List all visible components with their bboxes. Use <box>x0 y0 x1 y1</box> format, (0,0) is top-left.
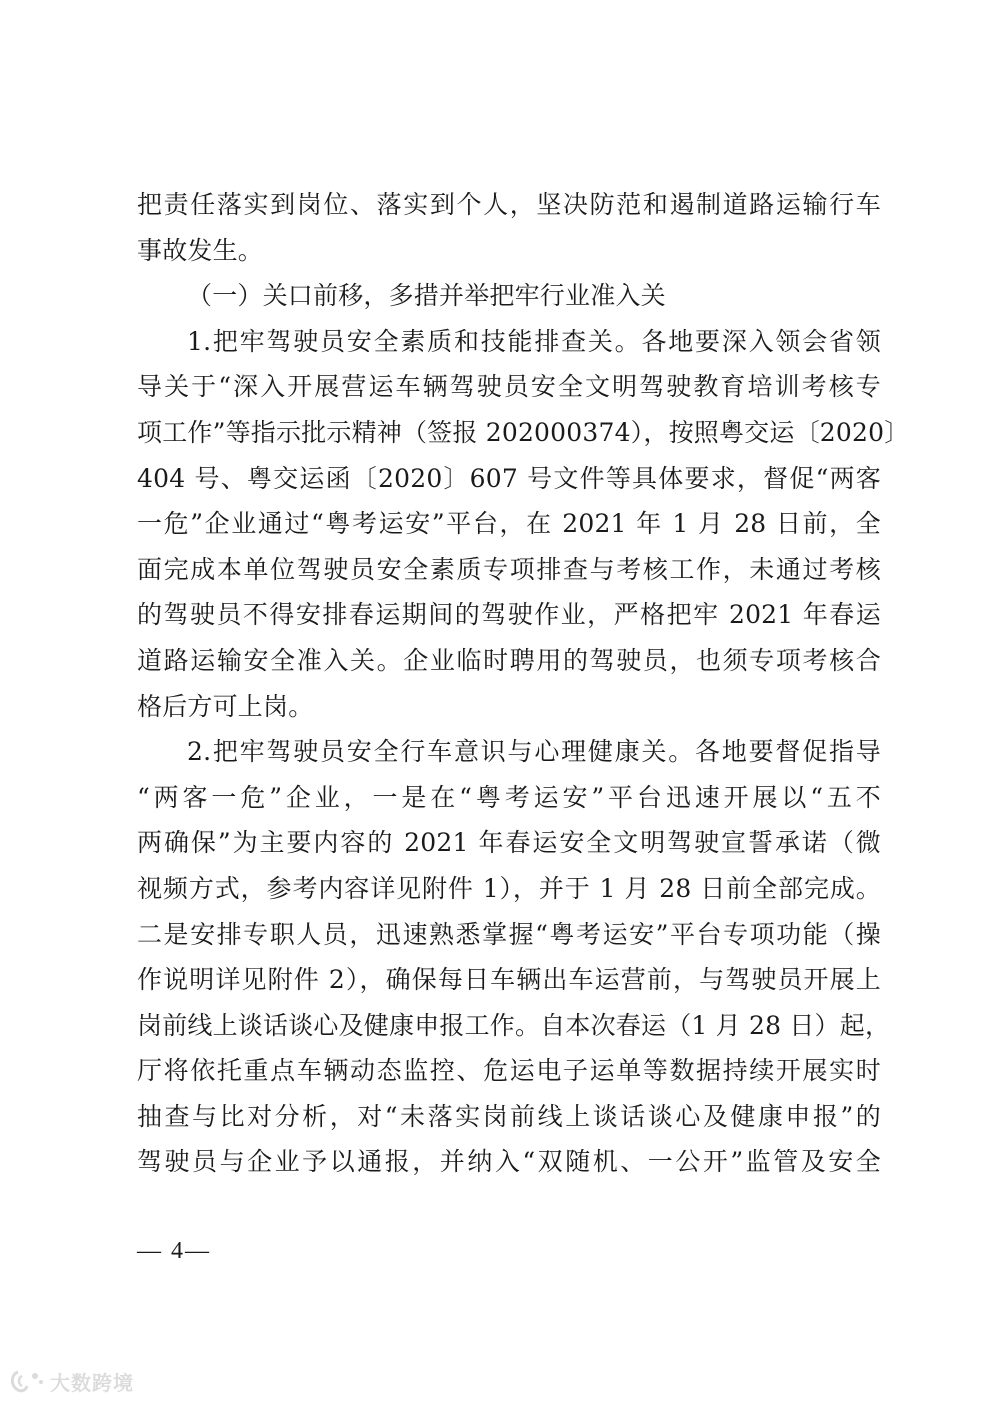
text-line: 404 号、粤交运函〔2020〕607 号文件等具体要求，督促“两客 <box>137 463 881 493</box>
document-body <box>137 182 910 1185</box>
text-line: 二是安排专职人员，迅速熟悉掌握“粤考运安”平台专项功能（操 <box>137 919 881 949</box>
text-line: 1.把牢驾驶员安全素质和技能排查关。各地要深入领会省领 <box>187 326 881 356</box>
text-line: 面完成本单位驾驶员安全素质专项排查与考核工作，未通过考核 <box>137 554 881 584</box>
text-line: 导关于“深入开展营运车辆驾驶员安全文明驾驶教育培训考核专 <box>137 372 881 402</box>
text-line: 项工作”等指示批示精神（签报 202000374），按照粤交运〔2020〕 <box>137 417 910 447</box>
watermark-logo-icon <box>8 1366 46 1396</box>
text-line: 事故发生。 <box>137 235 264 265</box>
text-line: 2.把牢驾驶员安全行车意识与心理健康关。各地要督促指导 <box>187 737 881 767</box>
text-line: 格后方可上岗。 <box>137 691 314 721</box>
watermark <box>8 1366 134 1396</box>
text-line: 道路运输安全准入关。企业临时聘用的驾驶员，也须专项考核合 <box>137 645 881 675</box>
text-line: 驾驶员与企业予以通报，并纳入“双随机、一公开”监管及安全 <box>137 1147 881 1177</box>
text-line: “两客一危”企业，一是在“粤考运安”平台迅速开展以“五不 <box>137 782 881 812</box>
page-number: — 4— <box>137 1238 211 1264</box>
watermark-text: 大数跨境 <box>50 1370 134 1395</box>
text-line: 视频方式，参考内容详见附件 1），并于 1 月 28 日前全部完成。 <box>137 873 881 903</box>
text-line: 厅将依托重点车辆动态监控、危运电子运单等数据持续开展实时 <box>137 1056 881 1086</box>
text-line: 岗前线上谈话谈心及健康申报工作。自本次春运（1 月 28 日）起， <box>137 1010 891 1040</box>
text-line: 两确保”为主要内容的 2021 年春运安全文明驾驶宣誓承诺（微 <box>137 828 881 858</box>
text-line: 的驾驶员不得安排春运期间的驾驶作业，严格把牢 2021 年春运 <box>137 600 881 630</box>
text-line: 抽查与比对分析，对“未落实岗前线上谈话谈心及健康申报”的 <box>137 1101 881 1131</box>
text-line: 一危”企业通过“粤考运安”平台，在 2021 年 1 月 28 日前，全 <box>137 509 881 539</box>
text-line: （一）关口前移，多措并举把牢行业准入关 <box>187 281 666 311</box>
text-line: 把责任落实到岗位、落实到个人，坚决防范和遏制道路运输行车 <box>137 190 881 219</box>
text-line: 作说明详见附件 2），确保每日车辆出车运营前，与驾驶员开展上 <box>137 965 881 995</box>
